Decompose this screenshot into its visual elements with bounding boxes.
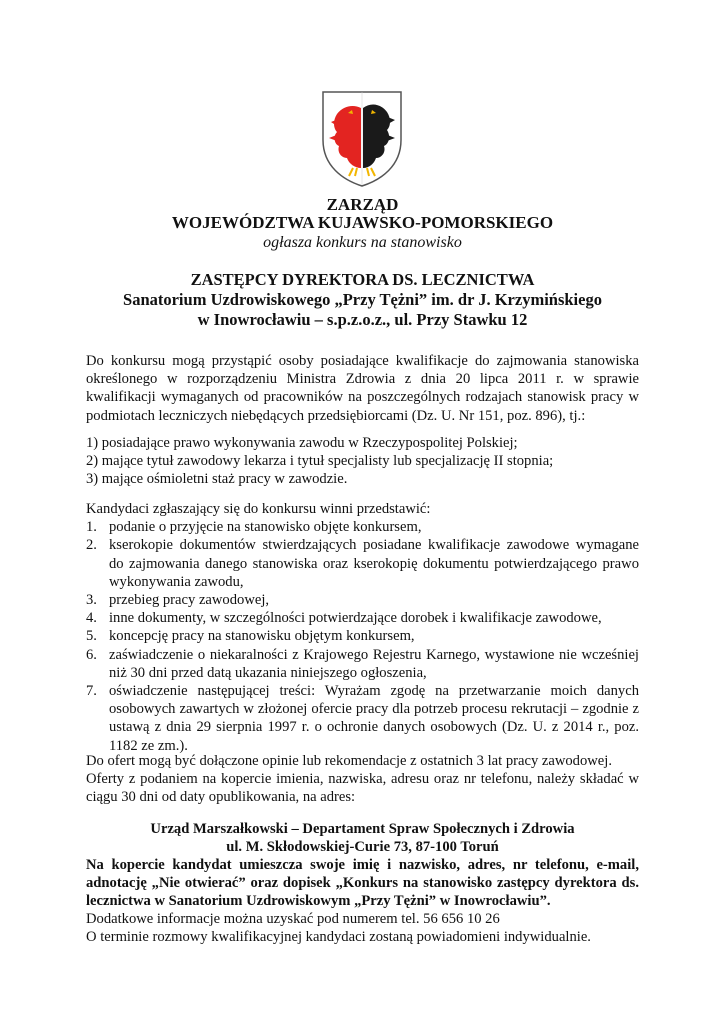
sanatorium-location: w Inowrocławiu – s.p.z.o.z., ul. Przy Stawku 12 xyxy=(197,310,528,329)
document-item xyxy=(86,536,639,591)
phone-info: Dodatkowe informacje można uzyskać pod numerem tel. 56 656 10 26 xyxy=(86,911,500,927)
document-item xyxy=(86,591,639,609)
document-item xyxy=(86,646,639,682)
interview-info: O terminie rozmowy kwalifikacyjnej kandydaci zostaną powiadomieni indywidualnie. xyxy=(86,929,591,946)
candidates-section xyxy=(86,500,639,755)
document-text: oświadczenie następującej treści: Wyrażam zgodę na przetwarzanie moich danych osobowych zawartych w złożonej ofercie pracy dla potrzeb procesu rekrutacji – zgodnie z ustawą z dnia 29 sierpnia 1997 r. o ochronie danych osobowych (Dz. U. z 2014 r., poz. 1182 ze zm.). xyxy=(109,683,639,754)
intro-paragraph xyxy=(86,352,639,425)
header-voivodeship: WOJEWÓDZTWA KUJAWSKO-POMORSKIEGO xyxy=(171,213,554,232)
document-text: przebieg pracy zawodowej, xyxy=(109,592,270,609)
document-item xyxy=(86,518,639,536)
intro-text: Do konkursu mogą przystąpić osoby posiadające kwalifikacje do zajmowania stanowiska określonego w rozporządzeniu Ministra Zdrowia z dnia 20 lipca 2011 r. w sprawie kwalifikacji wymaganych od pracowników na poszczególnych rodzajach stanowisk pracy w podmiotach leczniczych niebędących przedsiębiorcami (Dz. U. Nr 151, poz. 896), tj.: xyxy=(86,353,639,424)
document-number: 6. xyxy=(86,646,97,663)
document-text: zaświadczenie o niekaralności z Krajowego Rejestru Karnego, wystawione nie wcześniej niż 30 dni przed datą ukazania niniejszego ogłoszenia, xyxy=(109,646,639,681)
document-number: 1. xyxy=(86,519,97,536)
header-board: ZARZĄD xyxy=(326,195,399,214)
requirement-item: 3) mające ośmioletni staż pracy w zawodzie. xyxy=(86,471,348,488)
header-announces: ogłasza konkurs na stanowisko xyxy=(263,234,462,251)
document-text: koncepcję pracy na stanowisku objętym konkursem, xyxy=(109,628,415,645)
document-number: 2. xyxy=(86,537,97,554)
requirement-item: 2) mające tytuł zawodowy lekarza i tytuł specjalisty lub specjalizację II stopnia; xyxy=(86,453,554,470)
office-address-block xyxy=(86,820,639,856)
coat-of-arms-icon xyxy=(319,88,405,188)
requirements-list xyxy=(86,434,639,489)
info-section xyxy=(86,910,639,946)
document-number: 4. xyxy=(86,610,97,627)
document-number: 3. xyxy=(86,592,97,609)
document-item xyxy=(86,627,639,645)
position-title: ZASTĘPCY DYREKTORA DS. LECZNICTWA xyxy=(190,270,535,289)
requirement-item: 1) posiadające prawo wykonywania zawodu w Rzeczypospolitej Polskiej; xyxy=(86,435,518,451)
document-number: 5. xyxy=(86,628,97,645)
document-text: podanie o przyjęcie na stanowisko objęte konkursem, xyxy=(109,519,422,536)
envelope-note: Na kopercie kandydat umieszcza swoje imię i nazwisko, adres, nr telefonu, e-mail, adnotację „Nie otwierać” oraz dopisek „Konkurs na stanowisko zastępcy dyrektora ds. lecznictwa w Sanatorium Uzdrowiskowym „Przy Tężni” w Inowrocławiu”. xyxy=(86,857,639,910)
submission-text: Oferty z podaniem na kopercie imienia, nazwiska, adresu oraz nr telefonu, należy składać w ciągu 30 dni od daty opublikowania, na adres: xyxy=(86,771,639,806)
sanatorium-name: Sanatorium Uzdrowiskowego „Przy Tężni” im. dr J. Krzymińskiego xyxy=(123,290,602,309)
document-number: 7. xyxy=(86,683,97,700)
candidates-lead: Kandydaci zgłaszający się do konkursu winni przedstawić: xyxy=(86,501,431,517)
document-item xyxy=(86,609,639,627)
closing-section xyxy=(86,752,639,807)
opinions-text: Do ofert mogą być dołączone opinie lub rekomendacje z ostatnich 3 lat pracy zawodowej. xyxy=(86,753,612,769)
document-text: kserokopie dokumentów stwierdzających posiadane kwalifikacje zawodowe wymagane do zajmowania danego stanowiska oraz kserokopię dokumentu potwierdzającego prawo wykonywania zawodu, xyxy=(109,537,639,590)
office-name: Urząd Marszałkowski – Departament Spraw Społecznych i Zdrowia xyxy=(150,821,575,837)
document-item xyxy=(86,682,639,755)
documents-list xyxy=(86,518,639,755)
document-text: inne dokumenty, w szczególności potwierdzające dorobek i kwalifikacje zawodowe, xyxy=(109,610,602,627)
office-address: ul. M. Skłodowskiej-Curie 73, 87-100 Toruń xyxy=(226,839,499,856)
